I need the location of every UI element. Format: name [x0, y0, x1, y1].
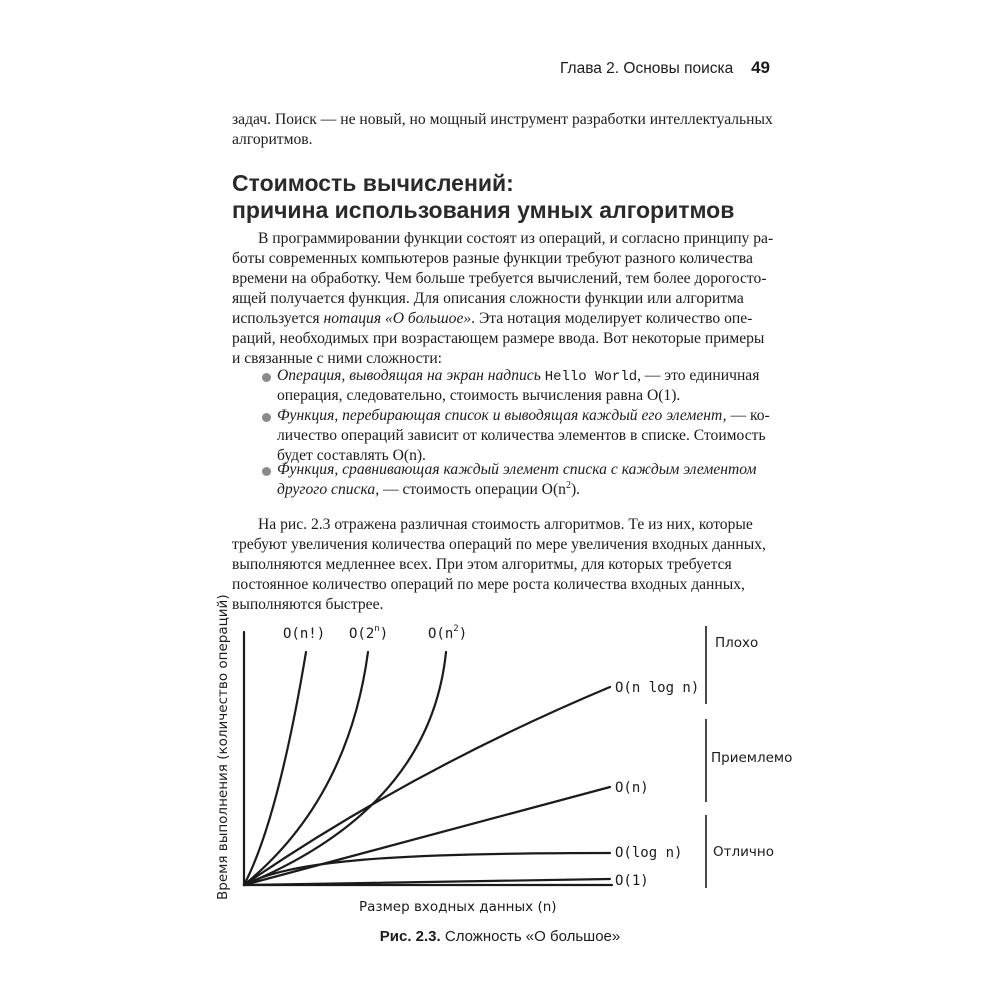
para2-line-2: требуют увеличения количества операций по мере увеличения входных данных,	[232, 536, 766, 553]
para1-line-2: боты современных компьютеров разные функции требуют разного количества	[232, 250, 753, 267]
para1-line-1: В программировании функции состоят из операций, и согласно принципу ра-	[258, 230, 774, 247]
curve-quadratic	[244, 652, 446, 885]
inline-code: Hello World	[544, 369, 638, 385]
y-axis-label: Время выполнения (количество операций)	[215, 594, 231, 900]
text-run: , — это единичная	[637, 367, 760, 384]
text-run: — стоимость операции O(n	[379, 481, 566, 498]
label-constant: O(1)	[615, 873, 649, 889]
para1-line-4: ящей получается функция. Для описания сложности функции или алгоритма	[232, 290, 744, 307]
intro-line-1: задач. Поиск — не новый, но мощный инструмент разработки интеллектуальных	[232, 111, 773, 128]
para2-line-1: На рис. 2.3 отражена различная стоимость алгоритмов. Те из них, которые	[258, 516, 753, 533]
bullet-1-line-2: операция, следовательно, стоимость вычисления равна O(1).	[277, 387, 681, 404]
category-label-excellent: Отлично	[713, 844, 774, 860]
caption-text: Сложность «О большое»	[440, 928, 621, 945]
bullet-2-line-2: личество операций зависит от количества элементов в списке. Стоимость	[277, 427, 766, 444]
text-run: ).	[570, 481, 581, 498]
text-run: — ко-	[726, 407, 770, 424]
text-run: . Эта нотация моделирует количество опе-	[471, 310, 753, 327]
bullet-emphasis: Операция, выводящая на экран надпись	[277, 367, 545, 384]
caption-label: Рис. 2.3.	[379, 928, 441, 945]
curve-exponential	[244, 652, 368, 885]
label-linearithmic: O(n log n)	[615, 680, 700, 696]
para2-line-4: постоянное количество операций по мере роста количества входных данных,	[232, 576, 745, 593]
section-title-line-1: Стоимость вычислений:	[232, 170, 514, 196]
para1-line-6: раций, необходимых при возрастающем размере ввода. Вот некоторые примеры	[232, 330, 765, 347]
curve-linear	[244, 787, 610, 885]
bullet-emphasis: Функция, перебирающая список и выводящая каждый его элемент,	[277, 407, 727, 424]
chapter-title: Глава 2. Основы поиска	[560, 60, 734, 77]
label-exponential: O(2$^n$)	[349, 624, 389, 642]
x-axis-label: Размер входных данных (n)	[359, 899, 557, 915]
intro-line-2: алгоритмов.	[232, 131, 313, 148]
label-quadratic: $O(n^2)$	[428, 624, 468, 642]
superscript: 2	[565, 479, 571, 491]
label-linear: O(n)	[615, 780, 649, 796]
label-factorial: O(n!)	[283, 626, 326, 642]
para2-line-5: выполняются быстрее.	[232, 596, 384, 613]
category-label-ok: Приемлемо	[711, 750, 793, 766]
category-label-bad: Плохо	[715, 635, 759, 651]
para1-line-3: времени на обработку. Чем больше требуется вычислений, тем более дорогосто-	[232, 270, 767, 287]
bullet-emphasis: другого списка,	[277, 481, 380, 498]
bullet-emphasis: Функция, сравнивающая каждый элемент списка с каждым элементом	[277, 461, 757, 478]
para1-line-7: и связанные с ними сложности:	[232, 350, 443, 367]
para2-line-3: выполняются медленнее всех. При этом алгоритмы, для которых требуется	[232, 556, 732, 573]
text-run: используется	[232, 310, 324, 327]
section-title-line-2: причина использования умных алгоритмов	[232, 197, 735, 223]
figure-caption	[0, 928, 1000, 945]
emphasis-term: нотация «О большое»	[323, 310, 472, 327]
label-logarithmic: O(log n)	[615, 845, 683, 861]
bullet-2-line-3: будет составлять O(n).	[277, 447, 426, 464]
page-number: 49	[751, 58, 770, 77]
